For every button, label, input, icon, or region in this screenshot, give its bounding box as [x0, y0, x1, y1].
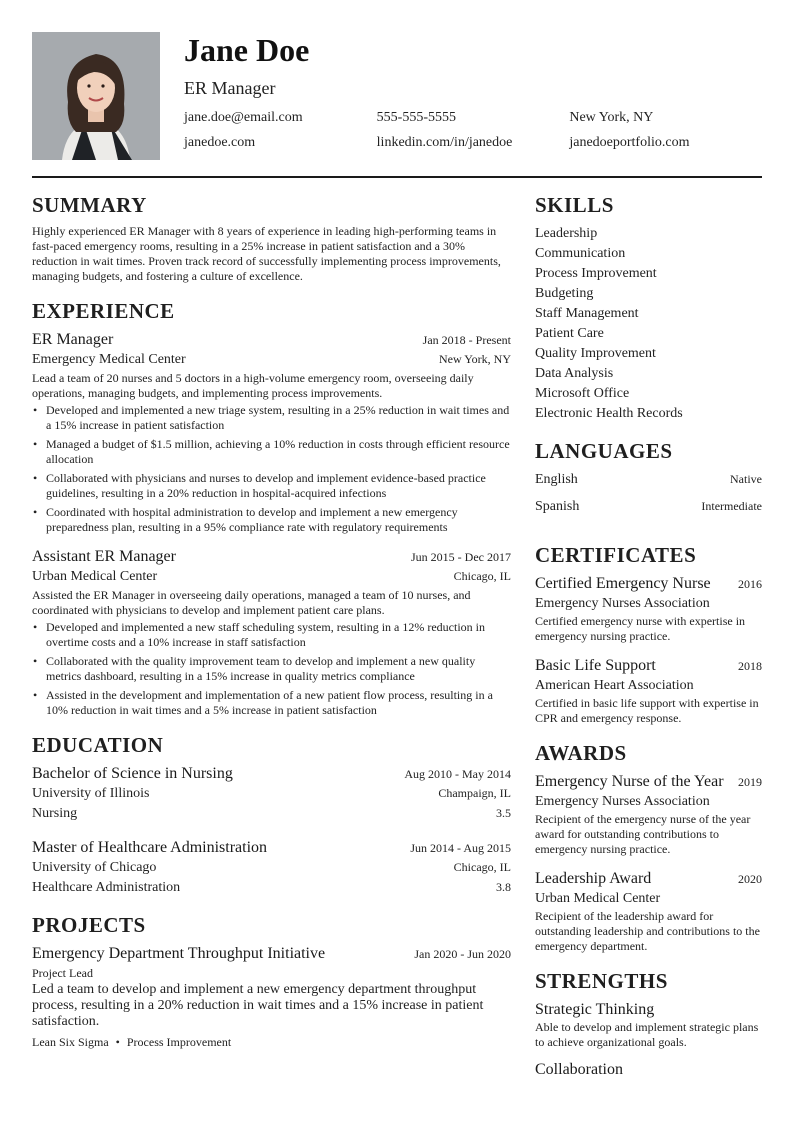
experience-item — [32, 330, 511, 535]
job-bullet: • Collaborated with the quality improvement team to develop and implement a new quality metrics dashboard, resulting in a 15% increase in quality metrics compliance — [33, 654, 476, 683]
job-location: New York, NY — [438, 352, 511, 366]
education-location: Chicago, IL — [453, 860, 511, 874]
contact-email[interactable]: jane.doe@email.com — [184, 110, 303, 125]
certificates-section — [535, 542, 762, 726]
strength-item — [535, 1060, 762, 1080]
job-bullet: • Developed and implemented a new triage system, resulting in a 25% reduction in wait times and a 15% increase in patient satisfaction — [33, 403, 510, 432]
skill-item: Patient Care — [535, 326, 604, 341]
project-dates: Jan 2020 - Jun 2020 — [414, 947, 511, 961]
project-tag: Lean Six Sigma — [32, 1035, 109, 1049]
strengths-section — [535, 968, 762, 1080]
section-title-education: EDUCATION — [32, 733, 164, 757]
experience-item — [32, 547, 511, 718]
certificate-org: Emergency Nurses Association — [535, 596, 710, 611]
language-item — [535, 497, 762, 524]
left-column — [32, 192, 511, 1050]
projects-section — [32, 912, 511, 1050]
award-item — [535, 772, 762, 857]
project-description: Led a team to develop and implement a new emergency department throughput process, resulting in a 20% reduction in wait times and a 15% increase in patient satisfaction. — [32, 982, 484, 1029]
summary-section — [32, 192, 511, 284]
certificate-year: 2016 — [738, 577, 762, 591]
certificate-title: Basic Life Support — [535, 657, 656, 674]
strength-title: Strategic Thinking — [535, 1001, 655, 1018]
contact-portfolio[interactable]: janedoeportfolio.com — [569, 135, 690, 150]
skill-item: Microsoft Office — [535, 386, 630, 401]
resume-page — [32, 32, 762, 1078]
project-item — [32, 944, 511, 1050]
certificate-description: Certified in basic life support with expertise in CPR and emergency response. — [535, 696, 759, 725]
award-title: Leadership Award — [535, 870, 652, 887]
job-description: Lead a team of 20 nurses and 5 doctors in a high-volume emergency room, overseeing daily operations, managing budgets, and implementing process improvements. — [32, 371, 474, 400]
section-title-skills: SKILLS — [535, 193, 614, 217]
language-item — [535, 470, 762, 497]
job-dates: Jun 2015 - Dec 2017 — [411, 550, 511, 564]
section-title-experience: EXPERIENCE — [32, 299, 175, 323]
education-field: Healthcare Administration — [32, 880, 181, 895]
skills-section — [535, 192, 762, 424]
project-role: Project Lead — [32, 966, 93, 980]
project-tags — [32, 1034, 511, 1050]
education-dates: Aug 2010 - May 2014 — [404, 767, 511, 781]
section-title-languages: LANGUAGES — [535, 439, 673, 463]
award-year: 2020 — [738, 872, 762, 886]
job-dates: Jan 2018 - Present — [422, 333, 511, 347]
job-role: ER Manager — [32, 331, 114, 348]
education-gpa: 3.5 — [496, 806, 511, 820]
profile-photo-illustration — [32, 32, 160, 160]
skill-item: Budgeting — [535, 286, 594, 301]
education-field: Nursing — [32, 806, 78, 821]
education-degree: Bachelor of Science in Nursing — [32, 765, 233, 782]
job-location: Chicago, IL — [453, 569, 511, 583]
candidate-name: Jane Doe — [184, 32, 310, 68]
languages-section — [535, 438, 762, 524]
section-title-awards: AWARDS — [535, 741, 627, 765]
contact-phone[interactable]: 555-555-5555 — [376, 110, 456, 125]
education-school: University of Chicago — [32, 860, 157, 875]
contact-info — [184, 109, 762, 159]
contact-location: New York, NY — [569, 110, 654, 125]
skill-item: Data Analysis — [535, 366, 614, 381]
education-school: University of Illinois — [32, 786, 150, 801]
job-role: Assistant ER Manager — [32, 548, 176, 565]
strength-title: Collaboration — [535, 1061, 623, 1078]
job-bullet: • Assisted in the development and implementation of a new patient flow process, resulting in a 10% reduction in wait times and a 5% increase in patient satisfaction — [33, 688, 493, 717]
education-gpa: 3.8 — [496, 880, 511, 894]
award-item — [535, 869, 762, 954]
education-location: Champaign, IL — [438, 786, 511, 800]
contact-linkedin[interactable]: linkedin.com/in/janedoe — [376, 135, 513, 150]
project-title: Emergency Department Throughput Initiative — [32, 945, 326, 962]
section-title-projects: PROJECTS — [32, 913, 146, 937]
language-level: Native — [730, 472, 762, 486]
job-bullet: • Managed a budget of $1.5 million, achieving a 10% reduction in costs through efficient resource allocation — [33, 437, 510, 466]
education-item — [32, 764, 511, 824]
education-degree: Master of Healthcare Administration — [32, 839, 268, 856]
section-title-summary: SUMMARY — [32, 193, 147, 217]
summary-text: Highly experienced ER Manager with 8 years of experience in leading high-performing teams in fast-paced emergency rooms, resulting in a 25% increase in patient satisfaction and a 30% reduction in wait times. Proven track record of successfully implementing process improvements, managing budgets, and fostering a culture of excellence. — [32, 224, 501, 283]
education-dates: Jun 2014 - Aug 2015 — [410, 841, 511, 855]
skill-item: Process Improvement — [535, 266, 657, 281]
language-name: Spanish — [535, 499, 580, 514]
education-section — [32, 732, 511, 898]
education-item — [32, 838, 511, 898]
job-bullets — [32, 620, 511, 718]
skill-item: Electronic Health Records — [535, 406, 683, 421]
certificate-item — [535, 656, 762, 726]
certificate-org: American Heart Association — [535, 678, 694, 693]
section-title-strengths: STRENGTHS — [535, 969, 668, 993]
contact-website[interactable]: janedoe.com — [184, 135, 256, 150]
job-bullet: • Developed and implemented a new staff scheduling system, resulting in a 12% reduction in overtime costs and a 10% increase in staff satisfaction — [33, 620, 486, 649]
award-description: Recipient of the leadership award for outstanding leadership and contributions to the emergency department. — [535, 909, 760, 953]
experience-section — [32, 298, 511, 718]
right-column — [535, 192, 762, 1080]
job-description: Assisted the ER Manager in overseeing daily operations, managed a team of 10 nurses, and coordinated with physicians to develop and implement patient care plans. — [32, 588, 471, 617]
certificate-year: 2018 — [738, 659, 762, 673]
award-org: Urban Medical Center — [535, 891, 661, 906]
strength-description: Able to develop and implement strategic plans to achieve organizational goals. — [535, 1020, 759, 1049]
award-year: 2019 — [738, 775, 762, 789]
section-title-certificates: CERTIFICATES — [535, 543, 697, 567]
header-divider — [32, 176, 762, 178]
job-bullet: • Collaborated with physicians and nurses to develop and implement evidence-based practice guidelines, resulting in a 20% reduction in hospital-acquired infections — [33, 471, 486, 500]
project-tag: Process Improvement — [126, 1035, 232, 1049]
candidate-title: ER Manager — [184, 78, 276, 98]
award-description: Recipient of the emergency nurse of the year award for outstanding contributions to emergency nursing practice. — [535, 812, 751, 856]
certificate-description: Certified emergency nurse with expertise in emergency nursing practice. — [535, 614, 746, 643]
profile-photo — [32, 32, 160, 160]
language-name: English — [535, 472, 578, 487]
tag-separator: • — [115, 1035, 120, 1049]
certificate-item — [535, 574, 762, 644]
award-org: Emergency Nurses Association — [535, 794, 710, 809]
skill-item: Communication — [535, 246, 626, 261]
skill-item: Quality Improvement — [535, 346, 656, 361]
awards-section — [535, 740, 762, 954]
skill-item: Staff Management — [535, 306, 639, 321]
strength-item — [535, 1000, 762, 1050]
award-title: Emergency Nurse of the Year — [535, 773, 724, 790]
job-company: Emergency Medical Center — [32, 352, 186, 367]
job-bullets — [32, 403, 511, 535]
certificate-title: Certified Emergency Nurse — [535, 575, 711, 592]
resume-header — [32, 32, 762, 160]
skill-item: Leadership — [535, 226, 598, 241]
job-bullet: • Coordinated with hospital administration to develop and implement a new emergency preparedness plan, resulting in a 95% compliance rate with regulatory requirements — [33, 505, 458, 534]
language-level: Intermediate — [701, 499, 762, 513]
job-company: Urban Medical Center — [32, 569, 158, 584]
